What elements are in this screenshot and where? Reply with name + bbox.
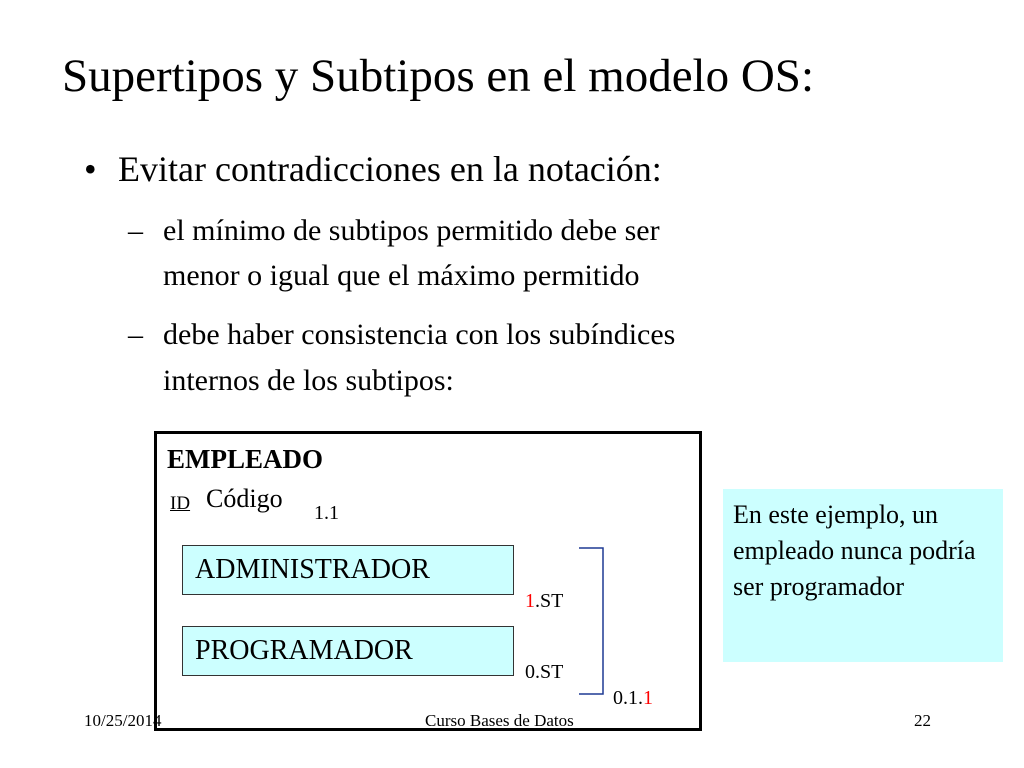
- id-label: ID: [170, 493, 191, 514]
- cardinality-min: 0: [525, 661, 535, 683]
- subtype-cardinality: [525, 660, 563, 684]
- bullet-text: Evitar contradicciones en la notación:: [118, 149, 662, 189]
- subbullet-2-line-2: internos de los subtipos:: [163, 364, 454, 397]
- subtype-cardinality: [525, 589, 563, 613]
- example-note: En este ejemplo, un empleado nunca podría ser programador: [723, 489, 1003, 662]
- cardinality-suffix: .ST: [535, 661, 564, 683]
- subbullet-1-line-1: el mínimo de subtipos permitido debe ser: [163, 214, 660, 247]
- slide-title: Supertipos y Subtipos en el modelo OS:: [62, 50, 814, 102]
- total-cardinality-max: 1: [643, 687, 653, 709]
- subtype-administrador: ADMINISTRADOR: [182, 545, 514, 595]
- entity-diagram: [154, 431, 702, 731]
- footer-course: Curso Bases de Datos: [425, 711, 574, 730]
- total-cardinality-prefix: 0.1.: [613, 687, 643, 709]
- footer-page-number: 22: [914, 711, 931, 730]
- cardinality-suffix: .ST: [535, 590, 564, 612]
- subbullet-1-line-2: menor o igual que el máximo permitido: [163, 259, 640, 292]
- subbullet-dash: –: [128, 214, 143, 247]
- subtype-bracket: [573, 546, 613, 696]
- subbullet-dash: –: [128, 318, 143, 351]
- bullet-marker: •: [84, 149, 97, 189]
- attribute-cardinality: 1.1: [314, 502, 339, 524]
- footer-date: 10/25/2014: [84, 711, 162, 730]
- total-cardinality: [613, 686, 653, 710]
- subtype-programador: PROGRAMADOR: [182, 626, 514, 676]
- entity-name: EMPLEADO: [167, 444, 324, 474]
- cardinality-min: 1: [525, 590, 535, 612]
- attribute-name: Código: [206, 484, 283, 513]
- subbullet-2-line-1: debe haber consistencia con los subíndices: [163, 318, 676, 351]
